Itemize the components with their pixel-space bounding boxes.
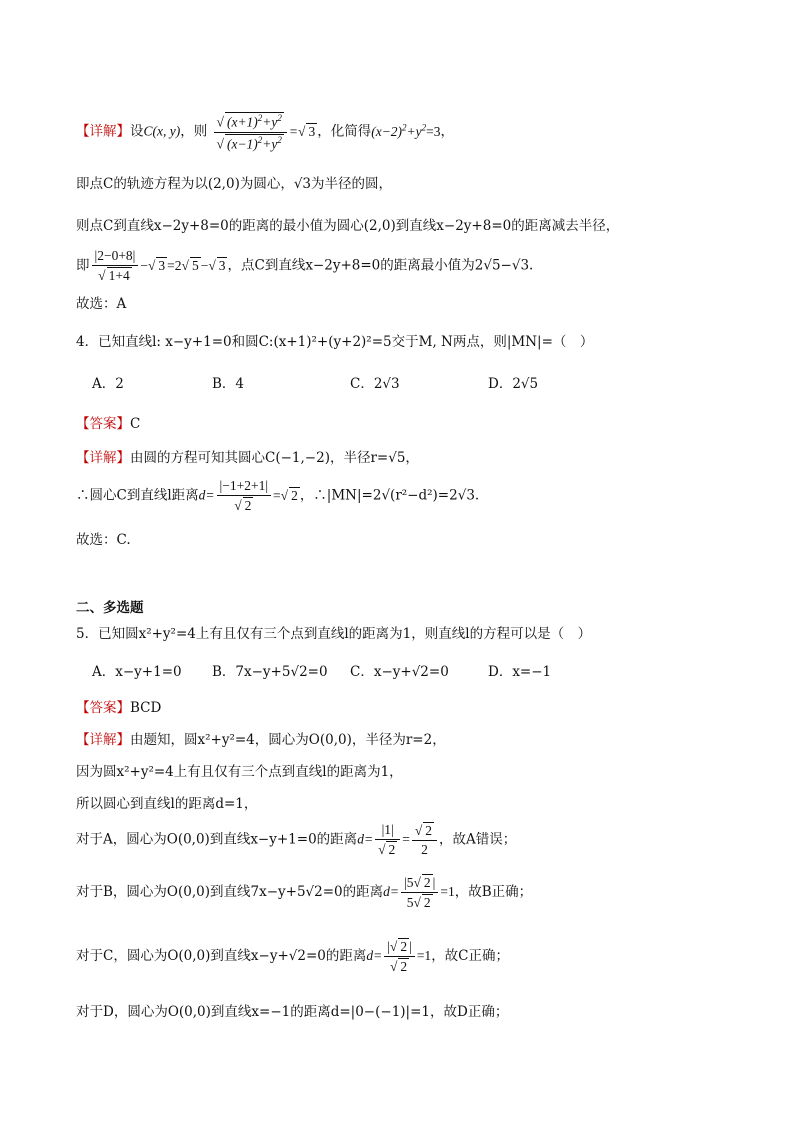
q5-option-b-analysis: 对于B，圆心为O(0,0)到直线7x−y+5√2=0的距离d= $\frac{|5√ 2 |}{5√ 2}$ =1，故B正确；: [76, 875, 533, 910]
q4-choice: 故选：C.: [76, 532, 131, 548]
q5-stem: 5．已知圆x²+y²=4上有且仅有三个点到直线l的距离为1，则直线l的方程可以是（ ）: [76, 626, 592, 642]
q4-distance-fraction: $\frac{|-1+2+1|}{√ 2}$: [217, 478, 272, 514]
q5-answer: BCD: [130, 700, 162, 716]
q5-detail: 由题知，圆x²+y²=4，圆心为O(0,0)，半径为r=2，: [130, 732, 446, 748]
answer-tag: 【答案】: [76, 700, 130, 716]
answer-tag: 【答案】: [76, 416, 130, 432]
q4-detail: 由圆的方程可知其圆心C(−1,−2)，半径r=√5，: [130, 450, 419, 466]
q3-detail-mid: ，则: [180, 123, 208, 140]
q5-detail-line: [76, 728, 446, 748]
q3-point-c: C(x, y): [143, 123, 181, 139]
q5-option-d: D．x=−1: [488, 664, 552, 680]
section-title: 二、多选题: [76, 600, 144, 616]
q4-calc-line: ∴圆心C到直线l距离d= $\frac{|-1+2+1|}{√ 2}$ =√ 2 ，∴|MN|=2√(r²−d²)=2√3.: [76, 478, 480, 513]
q3-ratio-fraction: $\frac{√ (x+1)^2+y^2}{√ (x-1)^2+y^2}$: [214, 112, 287, 152]
detail-tag: 【详解】: [76, 450, 130, 466]
q4-stem: 4．已知直线l: x−y+1=0和圆C:(x+1)²+(y+2)²=5交于M, N两点，则|MN|=（ ）: [76, 334, 594, 350]
q3-calc-result: −√ 3 =2√ 5 −√ 3: [140, 257, 226, 273]
q3-choice: 故选：A: [76, 296, 127, 312]
q3-distance-fraction: $\frac{|2-0+8|}{√ 1+4}$: [92, 248, 139, 284]
q5-option-c: C．x−y+√2=0: [350, 664, 449, 680]
q4-answer: C: [130, 416, 141, 432]
q3-trajectory: 即点C的轨迹方程为以(2,0)为圆心，√3为半径的圆，: [76, 176, 393, 192]
q5-line3: 所以圆心到直线l的距离d=1，: [76, 796, 258, 812]
q5-option-a: A．x−y+1=0: [92, 664, 182, 680]
q5-a-suffix: ，故A错误；: [439, 831, 517, 848]
q3-calc-line: [76, 248, 533, 284]
detail-tag: 【详解】: [76, 123, 130, 140]
q5-b-prefix: 对于B，圆心为O(0,0)到直线7x−y+5√2=0的距离: [76, 884, 384, 900]
q5-a-prefix: 对于A，圆心为O(0,0)到直线x−y+1=0的距离: [76, 831, 358, 848]
q3-detail-simplify: ，化简得: [317, 123, 372, 140]
q3-detail-line: 【详解】设C(x, y)，则 $\frac{√ (x+1)^2+y^2}{√ (x-1)^2+y^2}$ =√ 3 ，化简得$(x-2)^2+y^2=3$，: [76, 113, 455, 151]
detail-tag: 【详解】: [76, 732, 130, 748]
q5-a-fraction-result: $\frac{√ 2}{2}$: [412, 822, 437, 858]
q5-c-fraction: $\frac{|√ 2 |}{√ 2}$: [384, 938, 415, 975]
q5-b-fraction: $\frac{|5√ 2 |}{5√ 2}$: [401, 874, 438, 911]
q5-b-suffix: ，故B正确；: [454, 884, 533, 900]
q4-calc-suffix: ，∴|MN|=2√(r²−d²)=2√3.: [299, 487, 480, 504]
q4-detail-line: [76, 446, 419, 466]
q5-option-a-analysis: 对于A，圆心为O(0,0)到直线x−y+1=0的距离d= $\frac{|1|}{√ 2}$ = $\frac{√ 2}{2}$ ，故A错误；: [76, 822, 517, 857]
q3-ratio-value: =√ 3: [288, 123, 316, 139]
q3-circle-eq: $(x-2)^2+y^2=3$: [371, 122, 441, 139]
q4-answer-line: [76, 412, 140, 432]
q5-c-suffix: ，故C正确；: [431, 948, 510, 964]
q4-option-a: A．2: [92, 376, 124, 392]
q4-option-d: D．2√5: [488, 376, 539, 392]
q5-c-prefix: 对于C，圆心为O(0,0)到直线x−y+√2=0的距离: [76, 948, 367, 964]
q5-option-d-analysis: 对于D，圆心为O(0,0)到直线x=−1的距离d=|0−(−1)|=1，故D正确；: [76, 1004, 509, 1020]
q4-option-b: B．4: [212, 376, 245, 392]
q5-line2: 因为圆x²+y²=4上有且仅有三个点到直线l的距离为1，: [76, 764, 403, 780]
q5-answer-line: [76, 696, 161, 716]
q4-calc-prefix: ∴圆心C到直线l距离: [76, 487, 199, 504]
q3-detail-lead: 设: [130, 123, 144, 140]
q4-option-c: C．2√3: [350, 376, 400, 392]
q5-option-b: B．7x−y+5√2=0: [212, 664, 328, 680]
q3-calc-prefix: 即: [76, 257, 90, 274]
q3-calc-suffix: ，点C到直线x−2y+8=0的距离最小值为2√5−√3.: [227, 257, 534, 274]
q5-option-c-analysis: 对于C，圆心为O(0,0)到直线x−y+√2=0的距离d= $\frac{|√ 2 |}{√ 2}$ =1，故C正确；: [76, 939, 510, 974]
q5-a-fraction: $\frac{|1|}{√ 2}$: [375, 822, 400, 858]
q3-min-distance: 则点C到直线x−2y+8=0的距离的最小值为圆心(2,0)到直线x−2y+8=0的距离减去半径，: [76, 218, 620, 234]
